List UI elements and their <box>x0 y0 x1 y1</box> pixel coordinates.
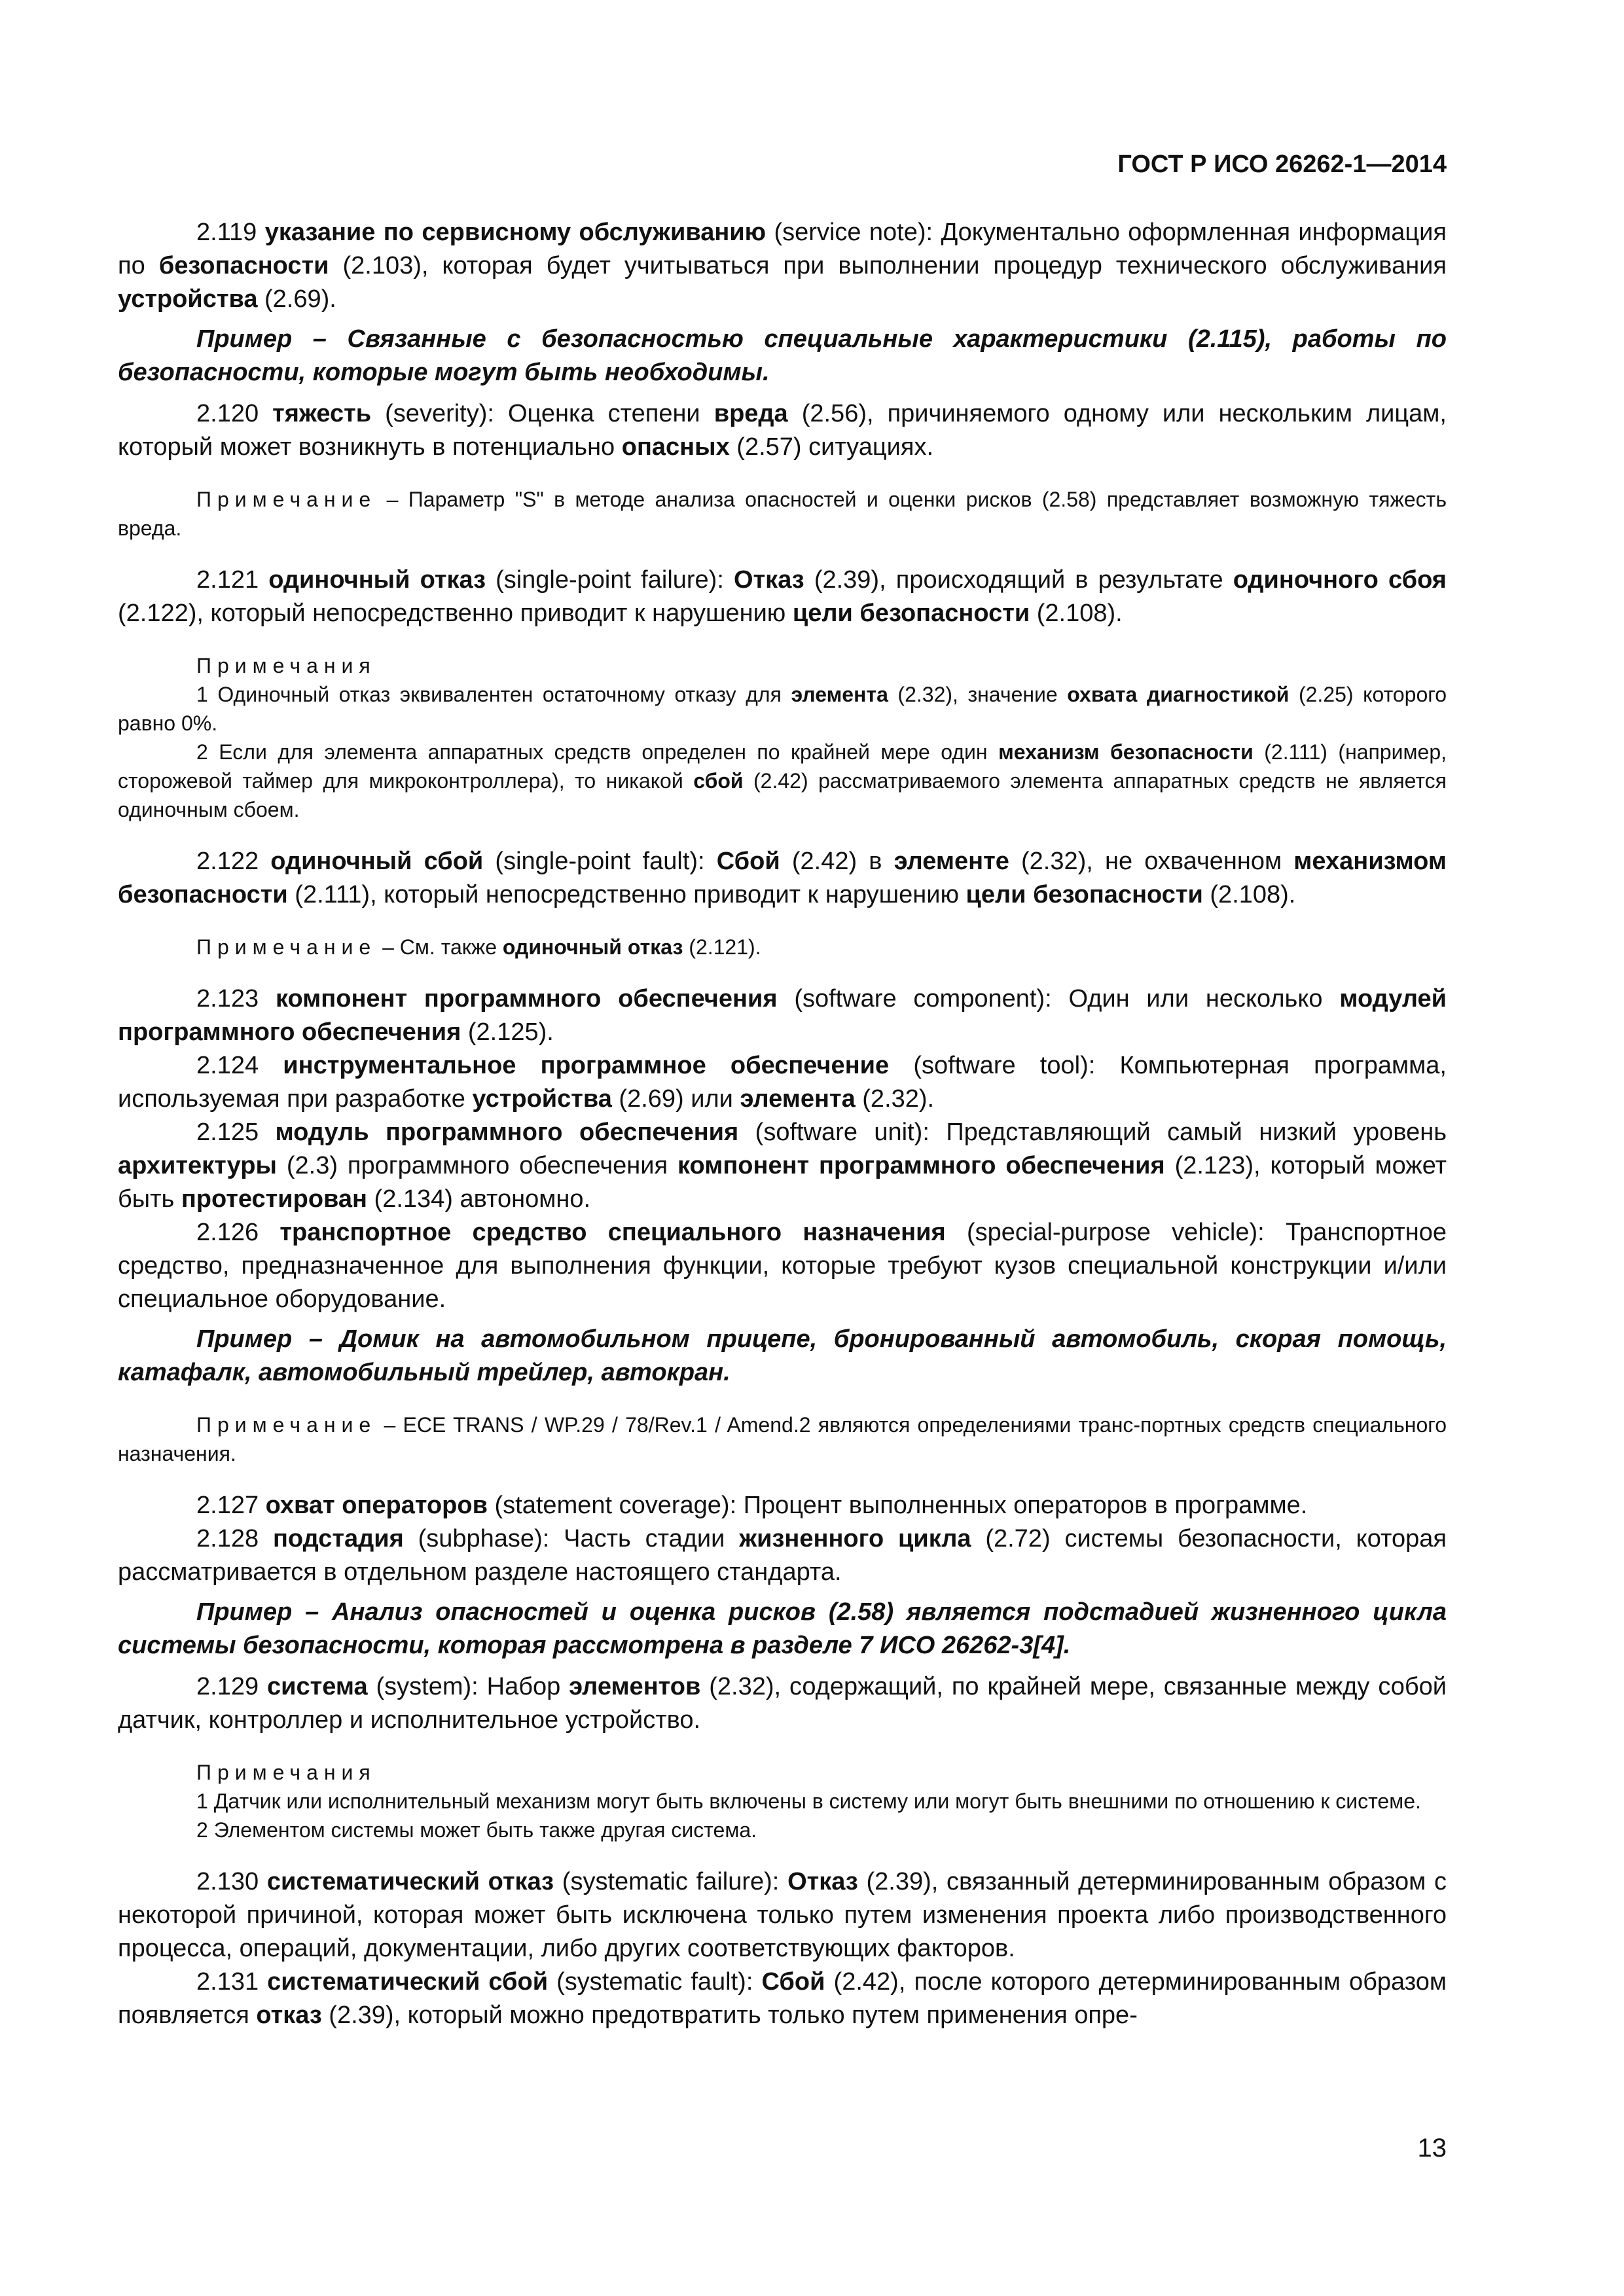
note-item-1: 1 Одиночный отказ эквивалентен остаточному отказу для элемента (2.32), значение охвата диагностикой (2.25) которого равно 0%. <box>118 683 1447 735</box>
note-item-2: 2 Если для элемента аппаратных средств определен по крайней мере один механизм безопасности (2.111) (например, сторожевой таймер для микроконтроллера), то никакой сбой (2.42) рассматриваемого элемента аппаратных средств не является одиночным сбоем. <box>118 740 1447 821</box>
term-entry-2-129: 2.129 система (system): Набор элементов (2.32), содержащий, по крайней мере, связанные между собой датчик, контроллер и исполнительное устройство. <box>118 1673 1447 1734</box>
term-entry-2-126: 2.126 транспортное средство специального назначения (special-purpose vehicle): Транспортное средство, предназначенное для выполнения функции, которые требуют кузов специальной конструкции и/или специальное оборудование. <box>118 1219 1447 1313</box>
term-entry-2-128: 2.128 подстадия (subphase): Часть стадии жизненного цикла (2.72) системы безопасности, которая рассматривается в отдельном разделе настоящего стандарта. <box>118 1525 1447 1586</box>
notes-2-121 <box>118 651 1447 824</box>
term-entry-2-121: 2.121 одиночный отказ (single-point failure): Отказ (2.39), происходящий в результате одиночного сбоя (2.122), который непосредственно приводит к нарушению цели безопасности (2.108). <box>118 566 1447 627</box>
example-2-119: Пример – Связанные с безопасностью специальные характеристики (2.115), работы по безопасности, которые могут быть необходимы. <box>118 325 1447 386</box>
term-entry-2-130: 2.130 систематический отказ (systematic failure): Отказ (2.39), связанный детерминированным образом с некоторой причиной, которая может быть исключена только путем изменения проекта либо производственного процесса, операций, документации, либо других соответствующих факторов. <box>118 1868 1447 1962</box>
term-entry-2-127: 2.127 охват операторов (statement coverage): Процент выполненных операторов в программе. <box>196 1492 1308 1519</box>
notes-label: Примечания <box>196 1761 376 1784</box>
document-page <box>118 0 1447 2296</box>
notes-2-129 <box>118 1758 1447 1844</box>
term-entry-2-120: 2.120 тяжесть (severity): Оценка степени вреда (2.56), причиняемого одному или нескольким лицам, который может возникнуть в потенциально опасных (2.57) ситуациях. <box>118 400 1447 461</box>
term-entry-2-123: 2.123 компонент программного обеспечения (software component): Один или несколько модулей программного обеспечения (2.125). <box>118 985 1447 1046</box>
term-entry-2-125: 2.125 модуль программного обеспечения (software unit): Представляющий самый низкий уровень архитектуры (2.3) программного обеспечения компонент программного обеспечения (2.123), который может быть протестирован (2.134) автономно. <box>118 1119 1447 1213</box>
note-item-2: 2 Элементом системы может быть также другая система. <box>196 1818 757 1842</box>
term-entry-2-119: 2.119 указание по сервисному обслуживанию (service note): Документально оформленная информация по безопасности (2.103), которая будет учитываться при выполнении процедур технического обслуживания устройства (2.69). <box>118 219 1447 313</box>
term-entry-2-122: 2.122 одиночный сбой (single-point fault): Сбой (2.42) в элементе (2.32), не охваченном механизмом безопасности (2.111), который непосредственно приводит к нарушению цели безопасности (2.108). <box>118 848 1447 908</box>
example-2-126: Пример – Домик на автомобильном прицепе, бронированный автомобиль, скорая помощь, катафалк, автомобильный трейлер, автокран. <box>118 1325 1447 1386</box>
page-header-standard: ГОСТ Р ИСО 26262-1—2014 <box>1117 151 1447 178</box>
page-number: 13 <box>1417 2134 1447 2162</box>
note-2-120: Примечание – Параметр "S" в методе анализа опасностей и оценки рисков (2.58) представляет возможную тяжесть вреда. <box>118 488 1447 540</box>
notes-label: Примечания <box>196 654 376 677</box>
note-item-1: 1 Датчик или исполнительный механизм могут быть включены в систему или могут быть внешними по отношению к системе. <box>196 1789 1421 1813</box>
example-2-128: Пример – Анализ опасностей и оценка рисков (2.58) является подстадией жизненного цикла системы безопасности, которая рассмотрена в разделе 7 ИСО 26262-3[4]. <box>118 1598 1447 1659</box>
note-2-126: Примечание – ECE TRANS / WP.29 / 78/Rev.1 / Amend.2 являются определениями транс-портных средств специального назначения. <box>118 1413 1447 1465</box>
term-entry-2-124: 2.124 инструментальное программное обеспечение (software tool): Компьютерная программа, используемая при разработке устройства (2.69) или элемента (2.32). <box>118 1052 1447 1113</box>
note-2-122: Примечание – См. также одиночный отказ (2.121). <box>196 935 761 959</box>
document-body <box>118 216 1447 2032</box>
term-entry-2-131: 2.131 систематический сбой (systematic fault): Сбой (2.42), после которого детерминированным образом появляется отказ (2.39), который можно предотвратить только путем применения опре- <box>118 1968 1447 2029</box>
